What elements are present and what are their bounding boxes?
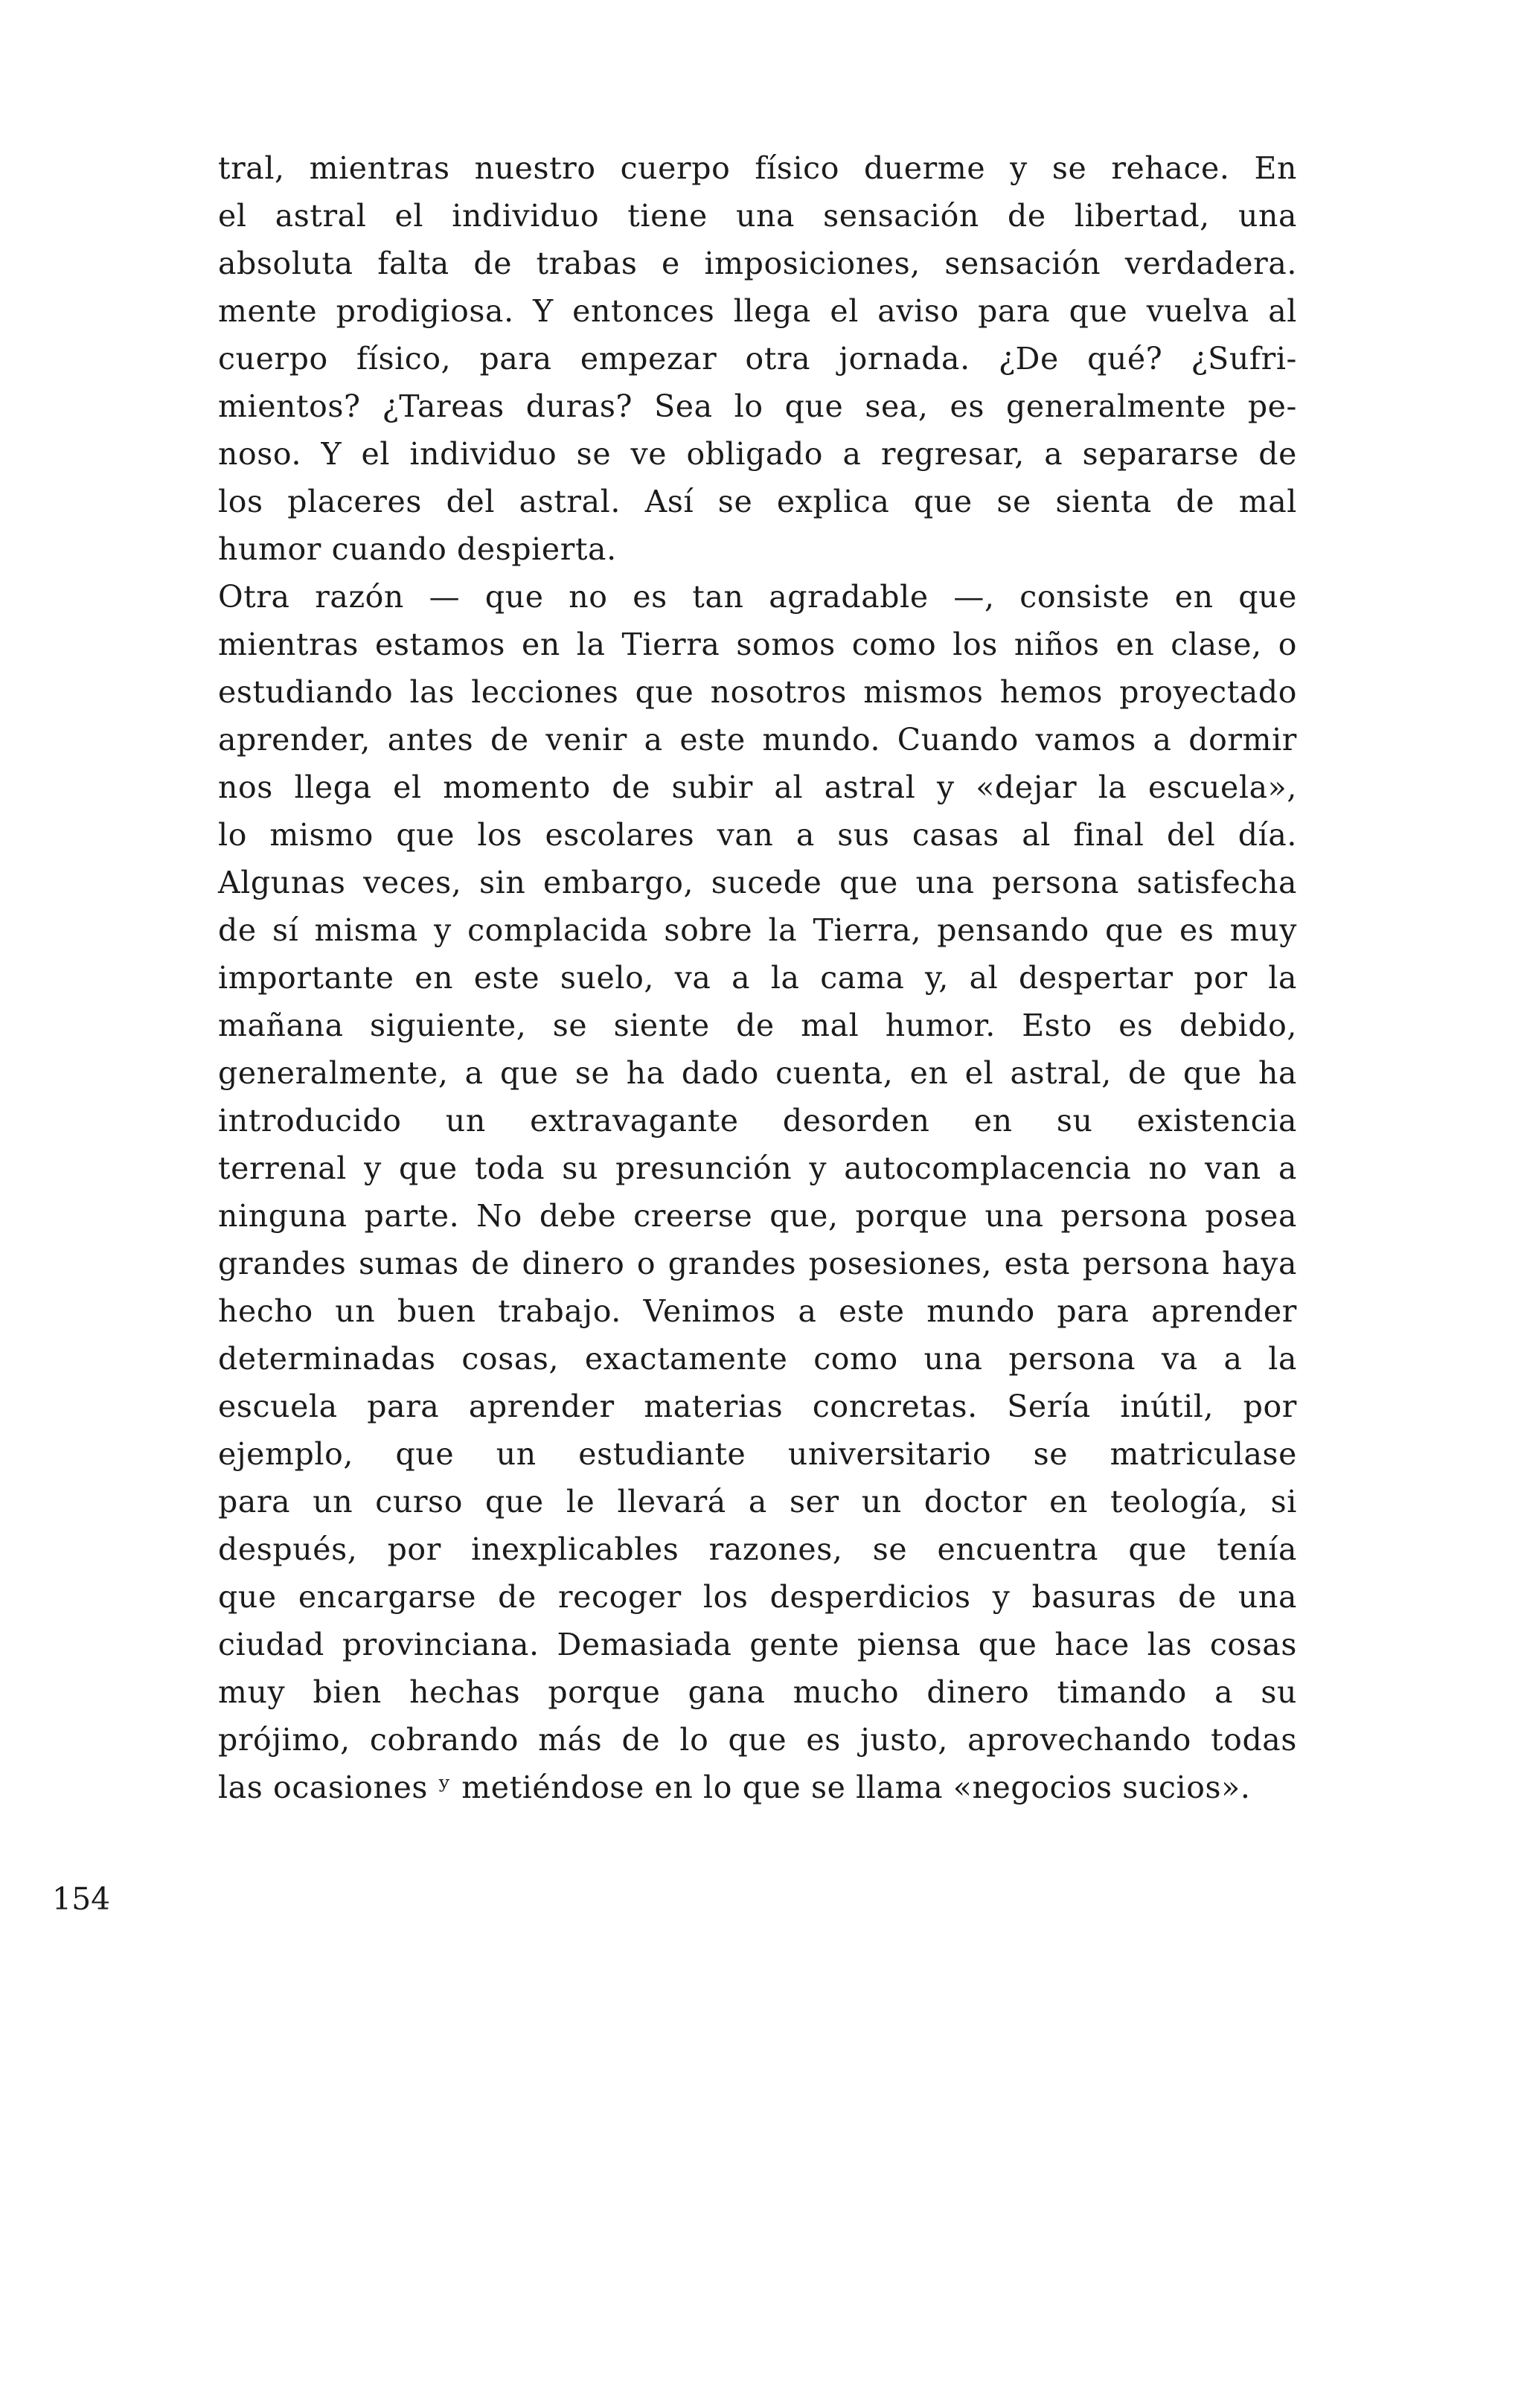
text-line: introducido un extravagante desorden en su existencia	[218, 1103, 1297, 1139]
text-line: mientras estamos en la Tierra somos como los niños en clase, o	[218, 627, 1297, 662]
text-line: las ocasiones ʸ metiéndose en lo que se llama «negocios sucios».	[218, 1770, 1251, 1805]
text-line: mente prodigiosa. Y entonces llega el aviso para que vuelva al	[218, 293, 1297, 329]
text-line: Otra razón — que no es tan agradable —, consiste en que	[218, 579, 1297, 615]
text-line: ejemplo, que un estudiante universitario se matriculase	[218, 1436, 1297, 1472]
text-line: de sí misma y complacida sobre la Tierra, pensando que es muy	[218, 912, 1297, 948]
text-line: después, por inexplicables razones, se encuentra que tenía	[218, 1531, 1297, 1567]
text-line: que encargarse de recoger los desperdicios y basuras de una	[218, 1579, 1297, 1615]
text-line: mientos? ¿Tareas duras? Sea lo que sea, es generalmente pe-	[218, 388, 1297, 424]
text-line: ciudad provinciana. Demasiada gente piensa que hace las cosas	[218, 1627, 1297, 1662]
text-line: escuela para aprender materias concretas. Sería inútil, por	[218, 1389, 1297, 1424]
text-line: absoluta falta de trabas e imposiciones, sensación verdadera.	[218, 246, 1297, 281]
text-line: aprender, antes de venir a este mundo. Cuando vamos a dormir	[218, 722, 1297, 758]
text-line: tral, mientras nuestro cuerpo físico duerme y se rehace. En	[218, 150, 1297, 186]
text-line: nos llega el momento de subir al astral y «dejar la escuela»,	[218, 769, 1297, 805]
text-line: humor cuando despierta.	[218, 531, 617, 567]
text-line: determinadas cosas, exactamente como una persona va a la	[218, 1341, 1297, 1377]
text-line: los placeres del astral. Así se explica que se sienta de mal	[218, 484, 1297, 519]
text-line: lo mismo que los escolares van a sus casas al final del día.	[218, 817, 1297, 853]
body-text	[218, 144, 1297, 1811]
text-line: hecho un buen trabajo. Venimos a este mundo para aprender	[218, 1293, 1297, 1329]
text-line: muy bien hechas porque gana mucho dinero timando a su	[218, 1674, 1297, 1710]
text-line: ninguna parte. No debe creerse que, porque una persona posea	[218, 1198, 1297, 1234]
text-line: mañana siguiente, se siente de mal humor. Esto es debido,	[218, 1008, 1297, 1043]
text-line: terrenal y que toda su presunción y autocomplacencia no van a	[218, 1150, 1297, 1186]
text-line: prójimo, cobrando más de lo que es justo, aprovechando todas	[218, 1722, 1297, 1758]
text-line: cuerpo físico, para empezar otra jornada. ¿De qué? ¿Sufri-	[218, 341, 1297, 377]
text-line: el astral el individuo tiene una sensación de libertad, una	[218, 198, 1297, 234]
text-line: generalmente, a que se ha dado cuenta, en el astral, de que ha	[218, 1055, 1297, 1091]
text-line: Algunas veces, sin embargo, sucede que una persona satisfecha	[218, 865, 1297, 900]
text-line: para un curso que le llevará a ser un doctor en teología, si	[218, 1484, 1297, 1520]
text-line: estudiando las lecciones que nosotros mismos hemos proyectado	[218, 674, 1297, 710]
text-line: grandes sumas de dinero o grandes posesiones, esta persona haya	[218, 1246, 1297, 1281]
text-line: noso. Y el individuo se ve obligado a regresar, a separarse de	[218, 436, 1297, 472]
page-number: 154	[52, 1881, 111, 1917]
text-line: importante en este suelo, va a la cama y, al despertar por la	[218, 960, 1297, 996]
